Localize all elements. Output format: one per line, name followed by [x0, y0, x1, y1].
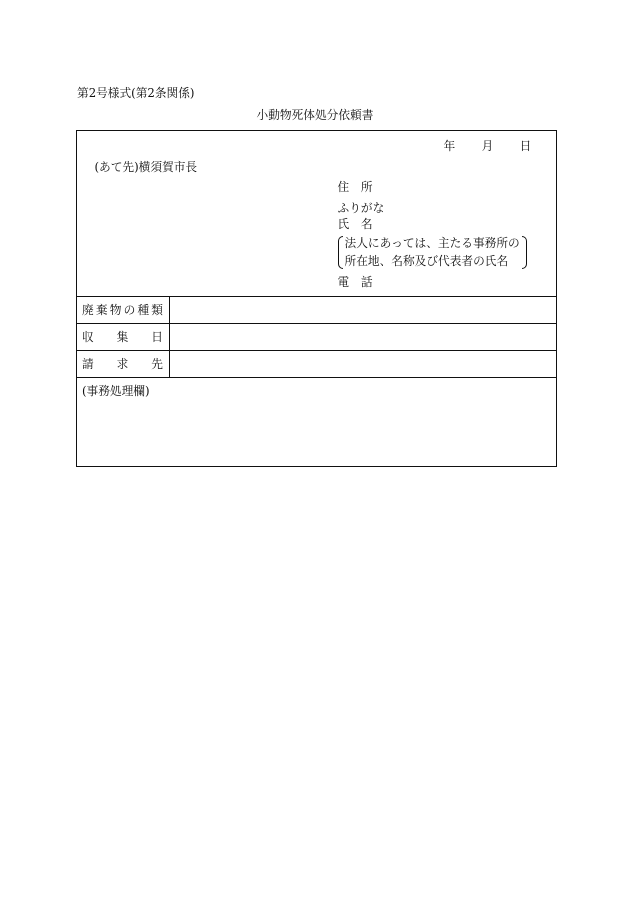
label-char: 先	[151, 356, 163, 371]
label-char: 収	[82, 329, 94, 344]
label-char: 棄	[95, 302, 108, 317]
waste-type-label	[77, 297, 170, 323]
addressee: (あて先)横須賀市長	[94, 159, 198, 174]
collection-date-field	[170, 324, 556, 350]
office-use-label: (事務処理欄)	[82, 383, 150, 398]
label-char: 集	[116, 329, 129, 344]
document-title: 小動物死体処分依頼書	[256, 108, 374, 122]
request-form-box	[76, 130, 557, 467]
label-char: の	[123, 302, 136, 317]
label-char: 物	[109, 302, 122, 317]
label-char: 種	[137, 302, 150, 317]
collection-date-label	[77, 324, 170, 350]
table-row-collection-date	[77, 323, 556, 350]
waste-type-field	[170, 297, 556, 323]
label-char: 廃	[82, 302, 94, 317]
table-row-waste-type	[77, 296, 556, 323]
address-label: 住 所	[337, 179, 373, 194]
furigana-label: ふりがな	[337, 200, 385, 215]
label-char: 日	[151, 329, 163, 344]
billing-to-field	[170, 351, 556, 377]
corporate-note-line: 法人にあっては、主たる事務所の	[344, 235, 520, 250]
office-use-section	[77, 377, 556, 466]
label-char: 請	[82, 356, 94, 371]
corporate-note-line: 所在地、名称及び代表者の氏名	[344, 253, 509, 268]
name-label: 氏 名	[337, 216, 373, 231]
date-line: 年 月 日	[443, 138, 533, 153]
left-bracket	[338, 236, 343, 269]
billing-to-label	[77, 351, 170, 377]
corporate-note	[338, 236, 527, 269]
phone-label: 電 話	[337, 274, 373, 289]
right-bracket	[522, 236, 527, 269]
applicant-section	[77, 131, 556, 296]
label-char: 類	[151, 302, 163, 317]
form-number: 第2号様式(第2条関係)	[77, 86, 195, 100]
label-char: 求	[116, 356, 129, 371]
table-row-billing	[77, 350, 556, 377]
